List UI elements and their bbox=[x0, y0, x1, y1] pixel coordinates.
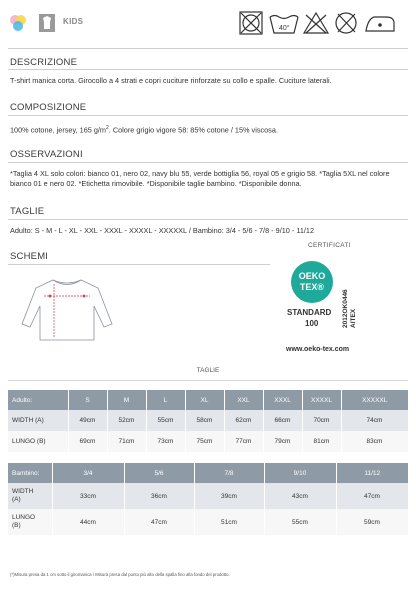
column-header: Adulto: bbox=[8, 390, 68, 410]
table-row bbox=[8, 431, 408, 452]
column-header: 3/4 bbox=[52, 463, 124, 483]
section-title-osservazioni: OSSERVAZIONI bbox=[10, 149, 83, 160]
divider bbox=[8, 162, 408, 163]
footnote: (*)Misura presa da 1 cm sotto il giromanica / Misura presa dal punto più alto della spalla fino alla fondo del prodotto. bbox=[10, 572, 230, 577]
kids-garment-icon bbox=[38, 13, 56, 33]
oeko-line2: TEX® bbox=[299, 282, 325, 292]
column-header: XXXXL bbox=[302, 390, 341, 410]
table-cell: 44cm bbox=[52, 509, 124, 535]
table-cell: 58cm bbox=[185, 410, 224, 431]
column-header: 5/6 bbox=[124, 463, 194, 483]
column-header: XL bbox=[185, 390, 224, 410]
table-cell: 73cm bbox=[146, 431, 185, 452]
composizione-text-main: 100% cotone, jersey, 165 g/m bbox=[10, 125, 106, 135]
column-header: 9/10 bbox=[264, 463, 336, 483]
oeko-institute: AITEX bbox=[350, 308, 357, 328]
taglie-text: Adulto: S - M - L - XL - XXL - XXXL - XXXXL - XXXXXL / Bambino: 3/4 - 5/6 - 7/8 - 9/10 - 11/12 bbox=[10, 226, 315, 235]
table-cell: 83cm bbox=[341, 431, 408, 452]
section-title-taglie: TAGLIE bbox=[10, 206, 45, 217]
table-cell: 71cm bbox=[107, 431, 146, 452]
table-cell: 55cm bbox=[146, 410, 185, 431]
table-header-row bbox=[8, 390, 408, 410]
certificati-label: CERTIFICATI bbox=[308, 242, 351, 249]
no-tumble-dry-icon bbox=[240, 12, 262, 34]
table-cell: 47cm bbox=[336, 483, 408, 509]
table-cell: 81cm bbox=[302, 431, 341, 452]
table-cell: WIDTH (A) bbox=[8, 483, 52, 509]
divider bbox=[8, 380, 408, 381]
section-title-descrizione: DESCRIZIONE bbox=[10, 57, 78, 68]
oeko-code: 2012OK0446 bbox=[342, 289, 349, 328]
iron-icon bbox=[366, 17, 394, 31]
oeko-tex-logo bbox=[287, 258, 377, 348]
column-header: XXL bbox=[224, 390, 263, 410]
divider bbox=[8, 69, 408, 70]
table-row bbox=[8, 509, 408, 535]
svg-text:40°: 40° bbox=[279, 25, 290, 32]
header-bar bbox=[0, 0, 416, 46]
column-header: M bbox=[107, 390, 146, 410]
composizione-sup: 2 bbox=[106, 125, 109, 131]
section-title-composizione: COMPOSIZIONE bbox=[10, 102, 87, 113]
table-cell: 39cm bbox=[194, 483, 264, 509]
column-header: XXXXXL bbox=[341, 390, 408, 410]
column-header: XXXL bbox=[263, 390, 302, 410]
table-cell: 59cm bbox=[336, 509, 408, 535]
oeko-standard: STANDARD bbox=[287, 308, 332, 317]
kids-label: KIDS bbox=[63, 17, 84, 26]
no-dry-clean-icon bbox=[336, 13, 356, 33]
table-cell: LUNGO (B) bbox=[8, 509, 52, 535]
table-cell: 47cm bbox=[124, 509, 194, 535]
divider bbox=[8, 115, 408, 116]
divider bbox=[8, 48, 408, 49]
table-cell: 62cm bbox=[224, 410, 263, 431]
table-cell: 33cm bbox=[52, 483, 124, 509]
table-cell: 70cm bbox=[302, 410, 341, 431]
table-cell: 52cm bbox=[107, 410, 146, 431]
table-row bbox=[8, 483, 408, 509]
table-cell: 69cm bbox=[68, 431, 107, 452]
column-header: Bambino: bbox=[8, 463, 52, 483]
table-cell: WIDTH (A) bbox=[8, 410, 68, 431]
table-cell: 75cm bbox=[185, 431, 224, 452]
descrizione-text: T-shirt manica corta. Girocollo a 4 strati e copri cuciture rinforzate su collo e spalle. Cuciture laterali. bbox=[10, 76, 332, 85]
column-header: L bbox=[146, 390, 185, 410]
colour-circles-icon bbox=[8, 13, 28, 33]
table-cell: 49cm bbox=[68, 410, 107, 431]
oeko-tex-url: www.oeko-tex.com bbox=[286, 346, 350, 353]
table-header-row bbox=[8, 463, 408, 483]
table-cell: 77cm bbox=[224, 431, 263, 452]
kids-size-table bbox=[8, 463, 409, 535]
table-cell: 36cm bbox=[124, 483, 194, 509]
divider bbox=[8, 264, 270, 265]
osservazioni-text: *Taglia 4 XL solo colori: bianco 01, nero 02, navy blu 55, verde bottiglia 56, royal 05 e grigio 58. *Taglia 5XL nel colore bianco 01 e nero 02. *Etichetta rimovibile. *Disponibile taglie bambino. *Disponibile donna. bbox=[10, 169, 390, 188]
care-symbols bbox=[238, 9, 408, 37]
composizione-text-rest: . Colore grigio vigore 58: 85% cotone / 15% viscosa. bbox=[108, 125, 278, 135]
table-cell: LUNGO (B) bbox=[8, 431, 68, 452]
table-cell: 51cm bbox=[194, 509, 264, 535]
size-table-title: TAGLIE bbox=[196, 367, 220, 374]
table-cell: 66cm bbox=[263, 410, 302, 431]
wash-40-icon bbox=[270, 16, 298, 34]
no-bleach-icon bbox=[304, 13, 328, 33]
oeko-standard-number: 100 bbox=[305, 319, 319, 328]
table-cell: 74cm bbox=[341, 410, 408, 431]
column-header: 7/8 bbox=[194, 463, 264, 483]
column-header: 11/12 bbox=[336, 463, 408, 483]
table-cell: 43cm bbox=[264, 483, 336, 509]
table-cell: 55cm bbox=[264, 509, 336, 535]
table-cell: 79cm bbox=[263, 431, 302, 452]
oeko-line1: OEKO bbox=[298, 271, 326, 281]
adult-size-table bbox=[8, 390, 409, 452]
table-row bbox=[8, 410, 408, 431]
divider bbox=[8, 219, 408, 220]
tshirt-sketch-icon bbox=[20, 276, 115, 344]
composizione-text bbox=[10, 123, 406, 135]
section-title-schemi: SCHEMI bbox=[10, 251, 49, 262]
column-header: S bbox=[68, 390, 107, 410]
